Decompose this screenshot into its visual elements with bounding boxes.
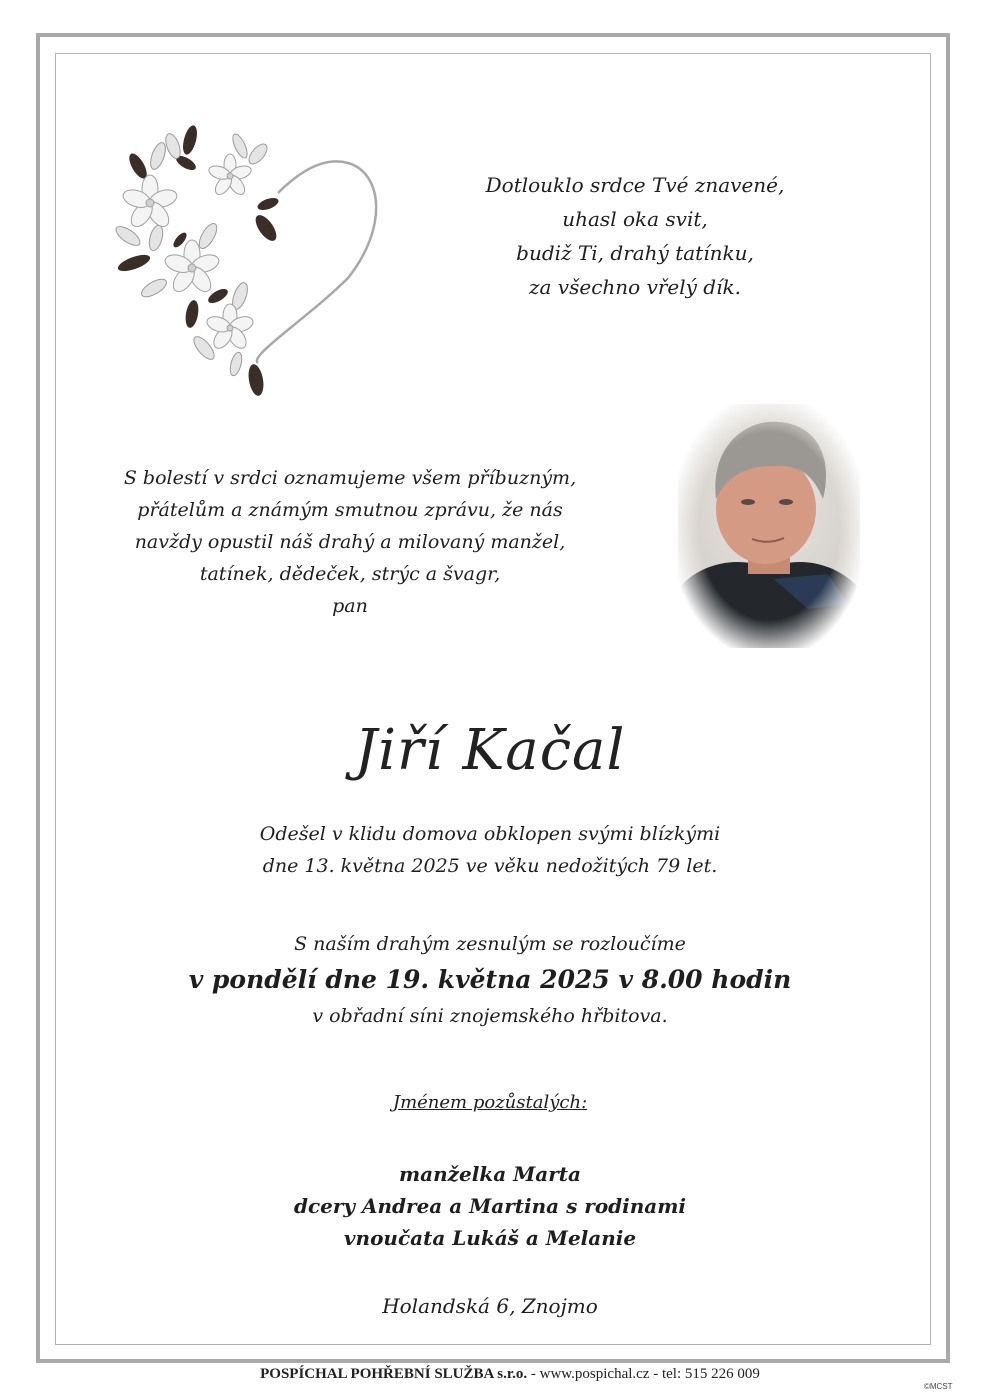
announcement (110, 462, 590, 622)
poem-line: uhasl oka svit, (562, 207, 708, 231)
announcement-line: přátelům a známým smutnou zprávu, že nás (137, 499, 563, 521)
death-notice-line: Odešel v klidu domova obklopen svými blízkými (259, 823, 721, 845)
copyright-mark: ©MCST (924, 1382, 953, 1391)
survivor-line: manželka Marta (399, 1162, 581, 1186)
announcement-line: pan (332, 595, 368, 617)
funeral-intro: S naším drahým zesnulým se rozloučíme (294, 933, 686, 955)
funeral-info (140, 928, 840, 1032)
announcement-line: tatínek, dědeček, strýc a švagr, (199, 563, 501, 585)
funeral-place: v obřadní síni znojemského hřbitova. (312, 1005, 668, 1027)
survivor-line: dcery Andrea a Martina s rodinami (293, 1194, 687, 1218)
survivor-line: vnoučata Lukáš a Melanie (343, 1226, 637, 1250)
footer-company: POSPÍCHAL POHŘEBNÍ SLUŽBA s.r.o. (260, 1366, 528, 1382)
announcement-line: S bolestí v srdci oznamujeme všem příbuzným, (123, 467, 577, 489)
footer-contact: - www.pospichal.cz - tel: 515 226 009 (527, 1366, 760, 1382)
address: Holandská 6, Znojmo (382, 1294, 598, 1318)
footer (160, 1366, 860, 1383)
portrait-photo (678, 404, 860, 648)
poem-line: Dotlouklo srdce Tvé znavené, (485, 173, 785, 197)
survivors-list (240, 1158, 740, 1254)
funeral-datetime: v pondělí dne 19. května 2025 v 8.00 hodin (188, 965, 792, 994)
death-notice-line: dne 13. května 2025 ve věku nedožitých 79 let. (262, 855, 718, 877)
death-notice (190, 818, 790, 882)
survivors-heading: Jménem pozůstalých: (392, 1092, 588, 1113)
poem (470, 168, 800, 304)
poem-line: budiž Ti, drahý tatínku, (516, 241, 754, 265)
announcement-line: navždy opustil náš drahý a milovaný manžel, (134, 531, 566, 553)
deceased-name: Jiří Kačal (354, 718, 626, 783)
poem-line: za všechno vřelý dík. (528, 275, 741, 299)
floral-heart-icon (108, 118, 388, 408)
